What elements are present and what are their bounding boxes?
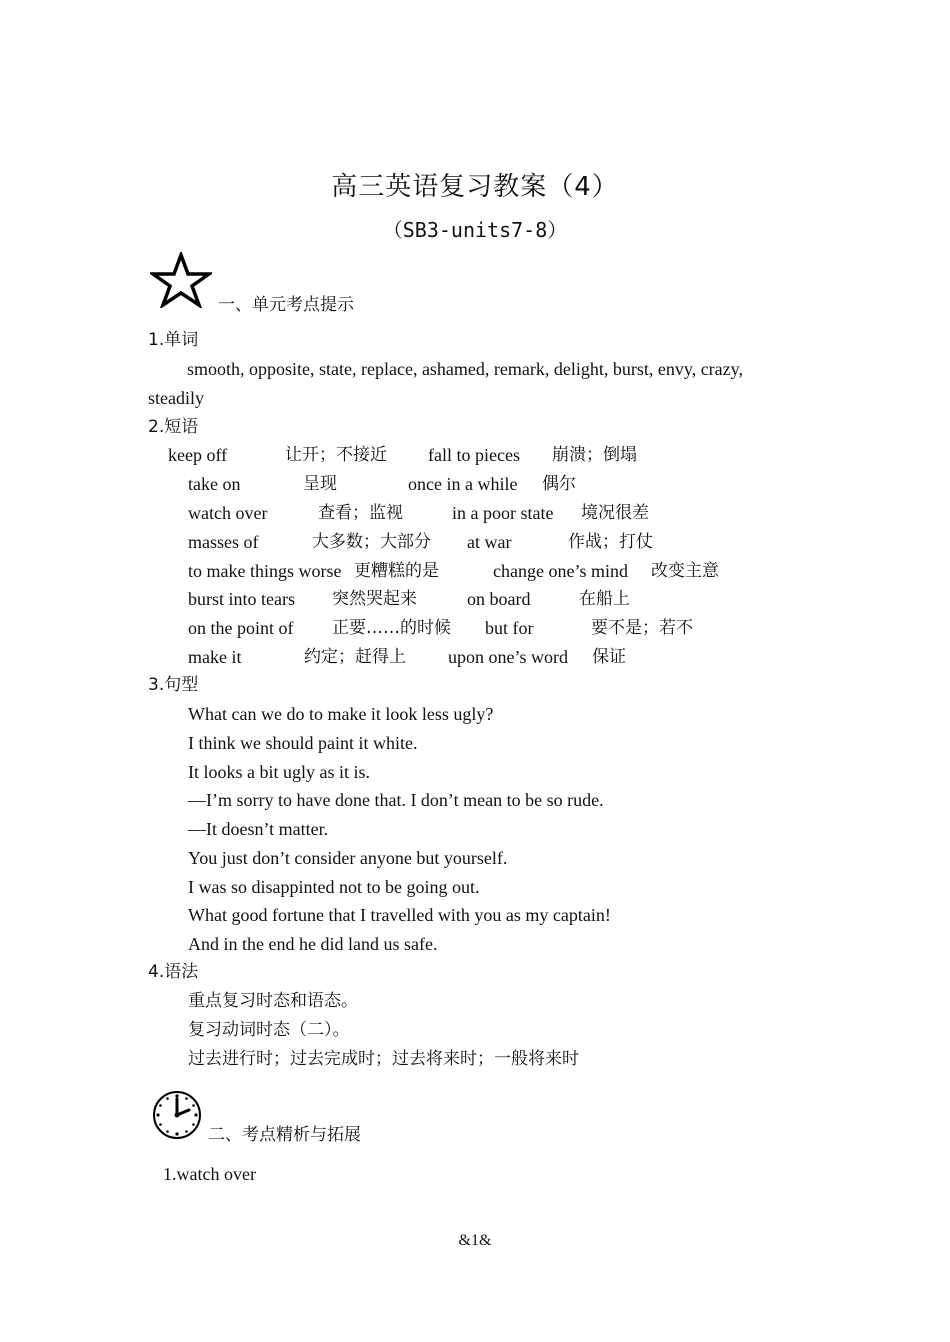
words-label: 1.单词: [148, 330, 199, 350]
phrase-en: burst into tears: [188, 589, 295, 609]
phrases-label: 2.短语: [148, 417, 199, 437]
words-line-2: steadily: [148, 388, 204, 408]
sentence-item: I think we should paint it white.: [188, 733, 418, 753]
phrase-zh: 大多数；大部分: [312, 532, 431, 552]
phrase-zh: 更糟糕的是: [354, 561, 439, 581]
page-number: &1&: [458, 1232, 492, 1249]
sentence-item: I was so disappinted not to be going out.: [188, 877, 480, 897]
phrase-en: once in a while: [408, 474, 518, 494]
page-title: 高三英语复习教案（4）: [331, 172, 619, 202]
clock-icon: [151, 1089, 203, 1141]
phrase-en: keep off: [168, 445, 228, 465]
phrase-zh: 崩溃；倒塌: [552, 445, 637, 465]
phrase-en: on board: [467, 589, 531, 609]
sentence-item: What good fortune that I travelled with you as my captain!: [188, 905, 611, 925]
phrase-zh: 查看；监视: [318, 503, 403, 523]
sentence-item: What can we do to make it look less ugly?: [188, 704, 494, 724]
phrase-zh: 正要……的时候: [332, 618, 451, 638]
sentence-item: —It doesn’t matter.: [188, 819, 329, 839]
phrase-zh: 呈现: [303, 474, 337, 494]
phrase-zh: 作战；打仗: [568, 532, 653, 552]
phrase-zh: 境况很差: [581, 503, 649, 523]
phrase-en: upon one’s word: [448, 647, 568, 667]
grammar-item: 过去进行时；过去完成时；过去将来时；一般将来时: [188, 1049, 579, 1069]
grammar-item: 复习动词时态（二）。: [188, 1020, 350, 1040]
phrase-zh: 要不是；若不: [591, 618, 693, 638]
phrase-zh: 突然哭起来: [332, 589, 417, 609]
section2-heading: 二、考点精析与拓展: [208, 1125, 361, 1145]
phrase-zh: 偶尔: [542, 474, 576, 494]
star-icon: [150, 252, 212, 308]
phrase-en: but for: [485, 618, 534, 638]
phrase-en: on the point of: [188, 618, 294, 638]
phrase-en: take on: [188, 474, 241, 494]
section1-heading: 一、单元考点提示: [218, 295, 354, 315]
phrase-zh: 约定；赶得上: [304, 647, 406, 667]
phrase-zh: 让开；不接近: [285, 445, 387, 465]
sentence-item: It looks a bit ugly as it is.: [188, 762, 370, 782]
grammar-label: 4.语法: [148, 962, 199, 982]
grammar-item: 重点复习时态和语态。: [188, 991, 358, 1011]
phrase-zh: 保证: [592, 647, 626, 667]
phrase-zh: 改变主意: [651, 561, 719, 581]
sentence-item: You just don’t consider anyone but yourself.: [188, 848, 508, 868]
sentence-item: —I’m sorry to have done that. I don’t mean to be so rude.: [188, 790, 604, 810]
phrase-en: masses of: [188, 532, 259, 552]
sentence-item: And in the end he did land us safe.: [188, 934, 438, 954]
phrase-en: make it: [188, 647, 242, 667]
phrase-en: to make things worse: [188, 561, 342, 581]
phrase-zh: 在船上: [579, 589, 630, 609]
phrase-en: at war: [467, 532, 512, 552]
page-subtitle: （SB3-units7-8）: [382, 218, 568, 242]
words-line-1: smooth, opposite, state, replace, ashamed, remark, delight, burst, envy, crazy,: [187, 359, 743, 379]
phrase-en: in a poor state: [452, 503, 554, 523]
phrase-en: watch over: [188, 503, 268, 523]
sentences-label: 3.句型: [148, 675, 199, 695]
phrase-en: fall to pieces: [428, 445, 520, 465]
analysis-item: 1.watch over: [163, 1164, 256, 1184]
phrase-en: change one’s mind: [493, 561, 628, 581]
